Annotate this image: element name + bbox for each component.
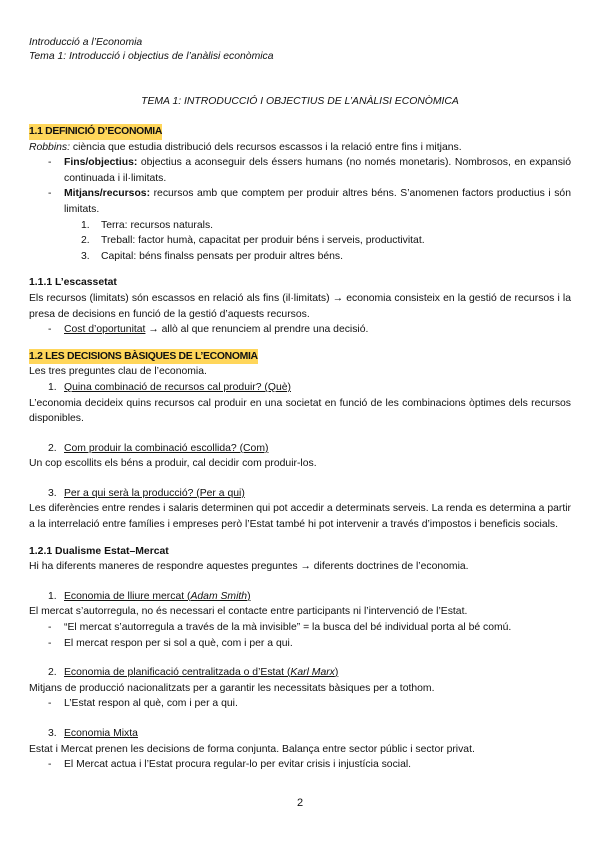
question-title: Per a qui serà la producció? (Per a qui)	[64, 487, 245, 499]
page-number: 2	[296, 797, 304, 809]
subsection-heading-1-2-1: 1.2.1 Dualisme Estat–Mercat	[29, 545, 169, 557]
scarcity-paragraph: Els recursos (limitats) són escassos en relació als fins (il·limitats) → economia consisteix en la gestió de recursos i la presa de decisions en funció de la gestió d’aquests recursos.	[29, 292, 571, 320]
doctrine-item	[29, 665, 571, 681]
doctrine-bullet: - “El mercat s’autorregula a través de la mà invisible” = la busca del bé individual porta al bé comú.	[29, 620, 571, 636]
doctrine-item	[29, 589, 571, 605]
doctrine-text: El mercat s’autorregula, no és necessari el contacte entre participants ni l’intervenció de l’Estat.	[29, 606, 468, 618]
doctrines-intro: Hi ha diferents maneres de respondre aquestes preguntes → diferents doctrines de l’economia.	[29, 561, 469, 573]
doctrine-bullet: - El mercat respon per si sol a què, com i per a qui.	[29, 636, 571, 652]
factor-number: 2.	[81, 235, 90, 247]
factor-item	[29, 233, 571, 249]
questions-intro: Les tres preguntes clau de l’economia.	[29, 366, 207, 378]
question-answer: Les diferències entre rendes i salaris determinen qui pot accedir a determinats serveis. La renda es determina a partir a la interrelació entre famílies i empreses però l’Estat també hi pot intervenir a través d’impostos i beneficis socials.	[29, 503, 571, 531]
section-heading-1-2: 1.2 LES DECISIONS BÀSIQUES DE L’ECONOMIA	[29, 349, 258, 365]
doctrine-title: Economia Mixta	[64, 728, 138, 739]
factor-text: Terra: recursos naturals.	[101, 219, 214, 231]
question-answer: L’economia decideix quins recursos cal produir en una societat en funció de les combinacions òptimes dels recursos disponibles.	[29, 397, 571, 425]
definition-text: ciència que estudia distribució dels recursos escassos i la relació entre fins i mitjans.	[70, 141, 462, 153]
question-number: 2.	[48, 442, 57, 454]
factor-number: 1.	[81, 219, 90, 231]
doctrine-title: Economia de lliure mercat (Adam Smith)	[64, 590, 251, 602]
bullet-opportunity-cost	[29, 322, 571, 338]
bullet-fins	[29, 155, 571, 186]
running-header	[29, 36, 274, 64]
bullet-fins-text: objectius a aconseguir dels éssers humans (no només monetaris). Nombrosos, en expansió continuada i il·limitats.	[64, 157, 571, 184]
doctrine-item	[29, 726, 571, 742]
factor-text: Capital: béns finalss pensats per produir altres béns.	[101, 250, 344, 262]
definition-paragraph	[29, 140, 571, 156]
factor-text: Treball: factor humà, capacitat per produir béns i serveis, productivitat.	[101, 235, 425, 247]
question-title: Com produir la combinació escollida? (Com)	[64, 442, 269, 454]
question-item	[29, 380, 571, 396]
factor-item	[29, 249, 571, 265]
factor-number: 3.	[81, 250, 90, 262]
doctrine-number: 3.	[48, 728, 57, 739]
opportunity-cost-term: Cost d’oportunitat	[64, 324, 146, 336]
doctrine-number: 1.	[48, 590, 57, 602]
document-title: TEMA 1: INTRODUCCIÓ I OBJECTIUS DE L’ANÀLISI ECONÒMICA	[141, 96, 459, 107]
doctrine-title: Economia de planificació centralitzada o d’Estat (Karl Marx)	[64, 667, 339, 679]
section-heading-1-1: 1.1 DEFINICIÓ D’ECONOMIA	[29, 124, 162, 140]
question-title: Quina combinació de recursos cal produir? (Què)	[64, 381, 291, 393]
doctrine-bullet: - El Mercat actua i l’Estat procura regular-lo per evitar crisis i injustícia social.	[29, 757, 571, 773]
document-body	[29, 124, 571, 773]
header-topic: Tema 1: Introducció i objectius de l’anàlisi econòmica	[29, 51, 274, 62]
bullet-mitjans-term: Mitjans/recursos:	[64, 188, 151, 200]
question-number: 1.	[48, 381, 57, 393]
doctrine-author: Karl Marx	[290, 667, 335, 679]
bullet-fins-term: Fins/objectius:	[64, 157, 138, 169]
opportunity-cost-text: → allò al que renunciem al prendre una decisió.	[145, 324, 369, 336]
factor-item	[29, 218, 571, 234]
question-item	[29, 486, 571, 502]
bullet-mitjans	[29, 186, 571, 217]
question-number: 3.	[48, 487, 57, 499]
question-answer: Un cop escollits els béns a produir, cal decidir com produir-los.	[29, 458, 317, 470]
definition-author: Robbins:	[29, 141, 71, 153]
doctrine-author: Adam Smith	[190, 590, 248, 602]
bullet-mitjans-text: recursos amb que comptem per produir altres béns. S’anomenen factors productius i són limitats.	[64, 188, 571, 215]
doctrine-text: Estat i Mercat prenen les decisions de forma conjunta. Balança entre sector públic i sector privat.	[29, 743, 475, 755]
subsection-heading-1-1-1: 1.1.1 L’escassetat	[29, 277, 117, 289]
doctrine-bullet: - L’Estat respon al què, com i per a qui.	[29, 696, 571, 712]
question-item	[29, 441, 571, 457]
doctrine-text: Mitjans de producció nacionalitzats per a garantir les necessitats bàsiques per a tothom.	[29, 682, 435, 694]
doctrine-number: 2.	[48, 667, 57, 679]
header-course: Introducció a l’Economia	[29, 37, 143, 48]
